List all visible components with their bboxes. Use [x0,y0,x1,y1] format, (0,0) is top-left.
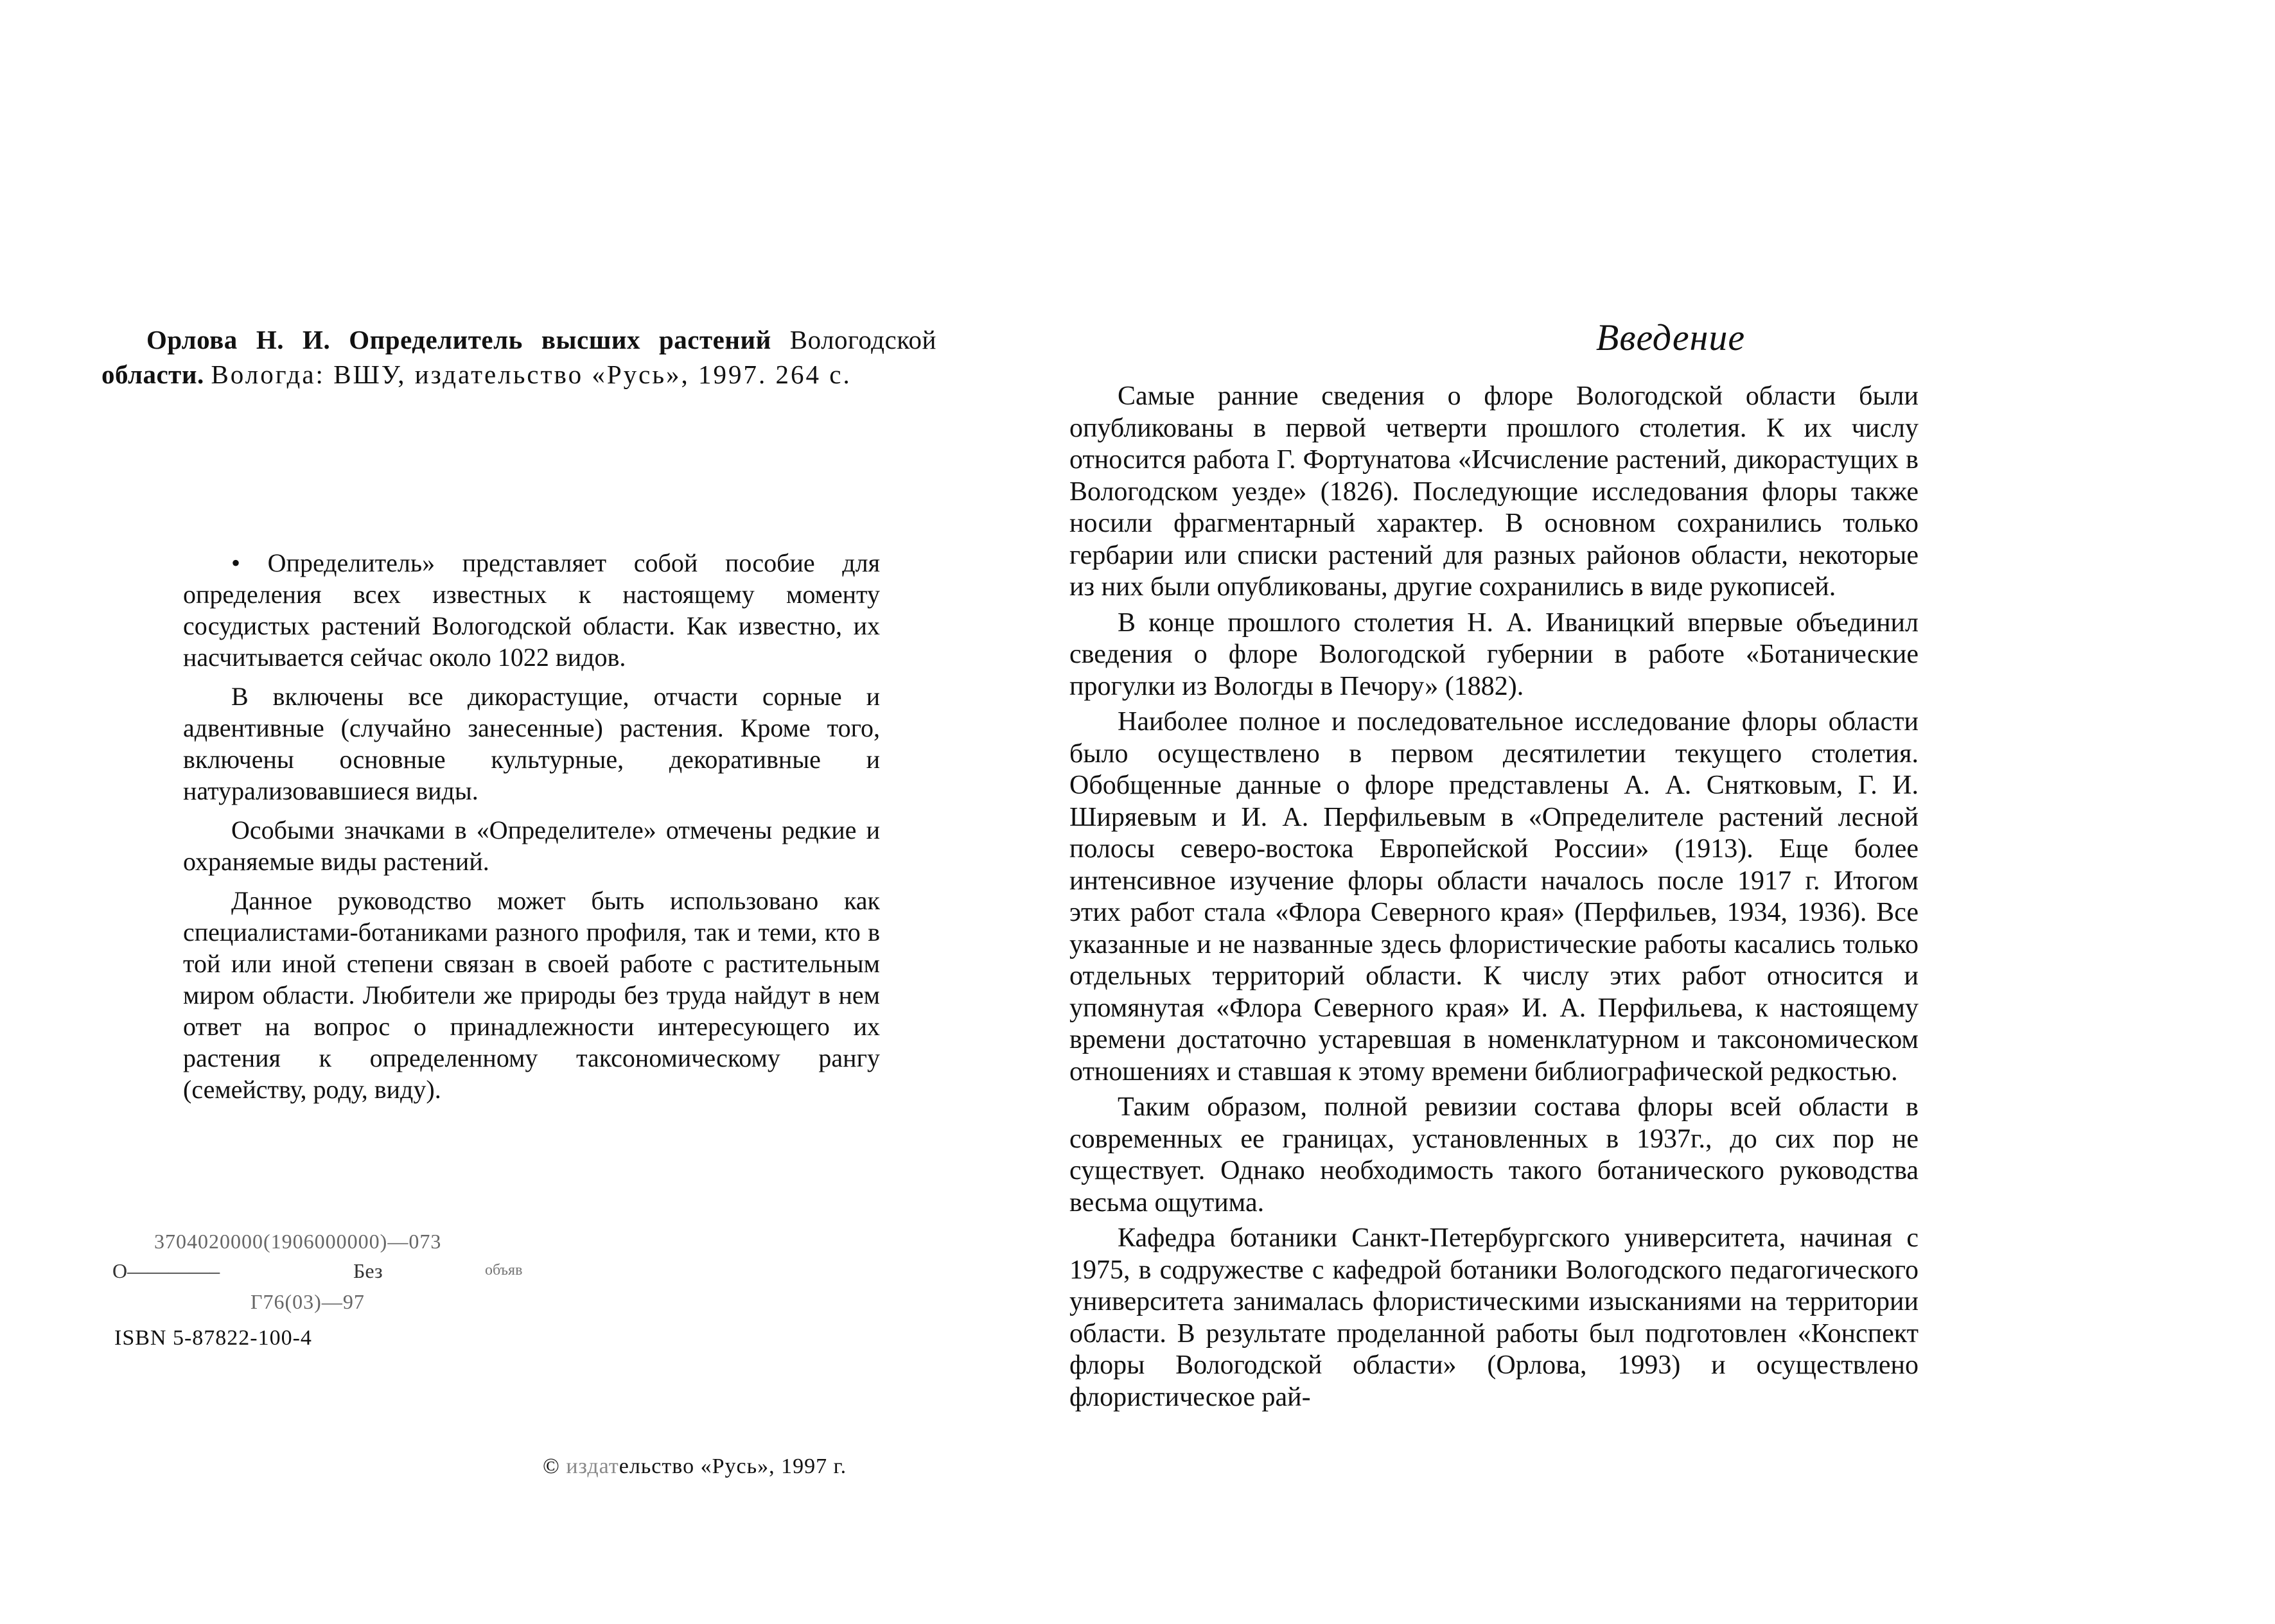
copyright [543,1454,847,1479]
code-bez: Без [353,1259,383,1282]
annotation [183,547,880,1113]
code-top: 3704020000(1906000000)—073 [154,1230,442,1253]
annotation-paragraph: • Определитель» представляет собой пособие для определения всех известных к настоящему моменту сосудистых растений Вологодской области. Как известно, их насчитывается сейчас около 1022 видов. [183,548,880,672]
copyright-faded-text: издат [566,1454,619,1478]
bib-line-2 [101,357,936,392]
code-middle: О————– [112,1259,220,1282]
title-continuation: Вологодской [789,325,936,354]
body-paragraph: Таким образом, полной ревизии состава флоры всей области в современных ее границах, установленных в 1937г., до сих пор не существует. Однако необходимость такого ботанического руководства весьма ощутима. [1069,1092,1919,1218]
copyright-text: ельство «Русь», 1997 г. [619,1454,847,1478]
annotation-paragraph: В включены все дикорастущие, отчасти сорные и адвентивные (случайно занесенные) растения. Кроме того, включены основные культурные, декоративные и натурализовавшиеся виды. [183,682,880,805]
classification-codes [112,1230,626,1320]
author-and-title: Орлова Н. И. Определитель высших растений [146,325,771,354]
code-obyav: объяв [485,1262,523,1279]
body-paragraph: В конце прошлого столетия Н. А. Иваницкий впервые объединил сведения о флоре Вологодской губернии в работе «Ботанические прогулки из Вологды в Печору» (1882). [1069,607,1919,701]
region-label: области. [101,360,204,389]
body-paragraph: Наиболее полное и последовательное исследование флоры области было осуществлено в первом десятилетии текущего столетия. Обобщенные данные о флоре представлены А. А. Снятковым, Г. И. Ширяевым и И. А. Перфильевым в «Определителе растений лесной полосы северо-востока Европейской России» (1913). Еще более интенсивное изучение флоры области началось после 1917 г. Итогом этих работ стала «Флора Северного края» (Перфильев, 1934, 1936). Все указанные и не названные здесь флористические работы касались только отдельных территорий области. К числу этих работ относится и упомянутая «Флора Северного края» И. А. Перфильева, к настоящему времени достаточно устаревшая в номенклатурном и таксономическом отношениях и ставшая к этому времени библиографической редкостью. [1069,707,1919,1087]
bib-line-1 [101,322,936,357]
bibliographic-record [101,322,936,392]
annotation-paragraph: Особыми значками в «Определителе» отмечены редкие и охраняемые виды растений. [183,816,880,876]
imprint: Вологда: ВШУ, издательство «Русь», 1997. 264 с. [211,360,852,389]
introduction-body [1069,381,1919,1417]
chapter-title: Введение [1595,317,1746,358]
code-bottom: Г76(03)—97 [250,1290,365,1313]
copyright-symbol: © [543,1454,560,1478]
annotation-paragraph: Данное руководство может быть использовано как специалистами-ботаниками разного профиля, так и теми, кто в той или иной степени связан в своей работе с растительным миром области. Любители же природы без труда найдут в нем ответ на вопрос о принадлежности интересующего их растения к определенному таксономическому рангу (семейству, роду, виду). [183,886,880,1104]
left-page [0,0,1137,1624]
body-paragraph: Самые ранние сведения о флоре Вологодской области были опубликованы в первой четверти прошлого столетия. К их числу относится работа Г. Фортунатова «Исчисление растений, дикорастущих в Вологодском уезде» (1826). Последующие исследования флоры также носили фрагментарный характер. В основном сохранились только гербарии или списки растений для разных районов области, некоторые из них были опубликованы, другие сохранились в виде рукописей. [1069,381,1919,602]
isbn: ISBN 5-87822-100-4 [114,1326,312,1350]
body-paragraph: Кафедра ботаники Санкт-Петербургского университета, начиная с 1975, в содружестве с кафедрой ботаники Вологодского педагогического университета занималась флористическими изысканиями на территории области. В результате проделанной работы был подготовлен «Конспект флоры Вологодской области» (Орлова, 1993) и осуществлено флористическое рай- [1069,1223,1919,1412]
